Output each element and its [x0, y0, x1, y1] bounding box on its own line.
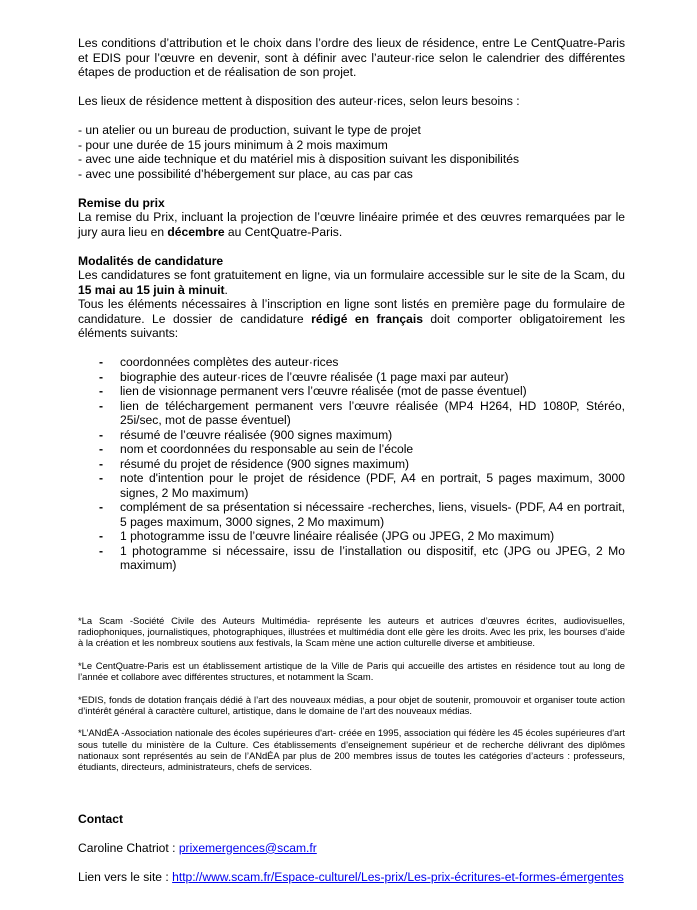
- contact-site-label: Lien vers le site :: [78, 869, 173, 884]
- list-item: [78, 529, 625, 544]
- list-item: [78, 428, 625, 443]
- contact-person-name: Caroline Chatriot :: [78, 840, 179, 855]
- bullet-dash: -: [99, 384, 104, 398]
- list-item: [78, 457, 625, 472]
- section-heading-modalites: Modalités de candidature: [78, 253, 224, 268]
- list-item-text: coordonnées complètes des auteur·rices: [120, 355, 339, 369]
- document-page: [78, 36, 625, 884]
- modalites-paragraph-dossier: [78, 297, 625, 341]
- list-item-text: lien de visionnage permanent vers l’œuvre réalisée (mot de passe éventuel): [120, 384, 527, 398]
- footnote-andea: *L’ANdÉA -Association nationale des écoles supérieures d'art- créée en 1995, association qui fédère les 45 écoles supérieures d'art sous tutelle du ministère de la Culture. Ces établissements d’enseignement supérieur et de recherche délivrant des diplômes nationaux sont représentés au sein de l’ANdÉA par plus de 200 membres issus de toutes les catégories d’acteurs : professeurs, étudiants, directeurs, administrateurs, chefs de services.: [78, 727, 625, 773]
- bullet-dash: -: [99, 369, 104, 384]
- remise-text-end: au CentQuatre-Paris.: [224, 224, 343, 239]
- bullet-dash: -: [99, 500, 104, 514]
- contact-person: [78, 841, 625, 856]
- list-item: - un atelier ou un bureau de production, suivant le type de projet: [78, 123, 421, 137]
- modalites-dossier-text-end: doit comporter obligatoirement les éléments suivants:: [78, 311, 626, 340]
- modalites-dossier-text: Tous les éléments nécessaires à l’inscription en ligne sont listés en première page du formulaire de candidature. Le dossier de candidature: [78, 297, 625, 326]
- bullet-dash: -: [99, 529, 104, 543]
- list-item: - pour une durée de 15 jours minimum à 2 mois maximum: [78, 137, 388, 152]
- modalites-text-end: .: [224, 282, 228, 297]
- remise-text: La remise du Prix, incluant la projection de l’œuvre linéaire primée et des œuvres remarquées par le jury aura lieu en: [78, 210, 625, 239]
- list-item: [78, 370, 625, 385]
- list-item-text: nom et coordonnées du responsable au sein de l’école: [120, 442, 414, 456]
- bullet-dash: -: [99, 471, 104, 485]
- section-heading-remise: Remise du prix: [78, 195, 165, 210]
- list-item: [78, 544, 625, 573]
- residence-offer-list: [78, 123, 625, 181]
- modalites-dates: 15 mai au 15 juin à minuit: [78, 282, 225, 297]
- section-heading-contact: Contact: [78, 811, 124, 826]
- contact-site: [78, 870, 625, 885]
- list-item-text: résumé du projet de résidence (900 signes maximum): [120, 456, 410, 471]
- bullet-dash: -: [99, 427, 104, 442]
- footnote-scam: *La Scam -Société Civile des Auteurs Multimédia- représente les auteurs et autrices d’œuvres écrites, audiovisuelles, radiophoniques, journalistiques, photographiques, illustrées et multimédia dont elle gère les droits. Avec les prix, les bourses d’aide à la création et les nombreux soutiens aux festivals, la Scam mène une action culturelle diverse et ambitieuse.: [78, 614, 625, 649]
- bullet-dash: -: [99, 543, 104, 558]
- list-item: [78, 471, 625, 500]
- list-item-text: 1 photogramme si nécessaire, issu de l’installation ou dispositif, etc (JPG ou JPEG, 2 Mo maximum): [120, 543, 625, 572]
- intro-paragraph-conditions: Les conditions d’attribution et le choix dans l’ordre des lieux de résidence, entre Le CentQuatre-Paris et EDIS pour l’œuvre en devenir, sont à définir avec l’auteur·rice selon le calendrier des différentes étapes de production et de réalisation de son projet.: [78, 36, 625, 79]
- remise-paragraph: [78, 210, 625, 239]
- list-item-text: biographie des auteur·rices de l’œuvre réalisée (1 page maxi par auteur): [120, 369, 509, 384]
- list-item: [78, 384, 625, 399]
- list-item: [78, 399, 625, 428]
- footnote-centquatre: *Le CentQuatre-Paris est un établissement artistique de la Ville de Paris qui accueille des artistes en résidence tout au long de l’année et collabore avec différentes structures, et notamment la Scam.: [78, 659, 625, 682]
- intro-paragraph-lieux: Les lieux de résidence mettent à disposition des auteur·rices, selon leurs besoins :: [78, 94, 520, 108]
- list-item: [78, 442, 625, 457]
- list-item: - avec une possibilité d’hébergement sur place, au cas par cas: [78, 166, 413, 181]
- bullet-dash: -: [99, 456, 104, 471]
- modalites-text: Les candidatures se font gratuitement en ligne, via un formulaire accessible sur le site de la Scam, du: [78, 268, 625, 282]
- list-item-text: 1 photogramme issu de l’œuvre linéaire réalisée (JPG ou JPEG, 2 Mo maximum): [120, 529, 555, 543]
- bullet-dash: -: [99, 442, 104, 456]
- contact-site-link[interactable]: http://www.scam.fr/Espace-culturel/Les-prix/Les-prix-écritures-et-formes-émergentes: [172, 869, 624, 884]
- bullet-dash: -: [99, 355, 104, 369]
- list-item: - avec une aide technique et du matériel mis à disposition suivant les disponibilités: [78, 152, 519, 166]
- contact-email-link[interactable]: prixemergences@scam.fr: [178, 840, 317, 855]
- list-item-text: note d'intention pour le projet de résidence (PDF, A4 en portrait, 5 pages maximum, 3000 signes, 2 Mo maximum): [120, 471, 625, 500]
- remise-month: décembre: [167, 224, 225, 239]
- bullet-dash: -: [99, 398, 104, 413]
- list-item: [78, 500, 625, 529]
- list-item-text: résumé de l’œuvre réalisée (900 signes maximum): [120, 427, 393, 442]
- list-item-text: lien de téléchargement permanent vers l’œuvre réalisée (MP4 H264, HD 1080P, Stéréo, 25i/sec, mot de passe éventuel): [120, 398, 625, 427]
- modalites-language: rédigé en français: [311, 311, 423, 326]
- modalites-paragraph-dates: [78, 268, 625, 297]
- list-item-text: complément de sa présentation si nécessaire -recherches, liens, visuels- (PDF, A4 en portrait, 5 pages maximum, 3000 signes, 2 Mo maximum): [120, 500, 625, 529]
- footnote-edis: *EDIS, fonds de dotation français dédié à l’art des nouveaux médias, a pour objet de soutenir, promouvoir et organiser toute action d’intérêt général à caractère culturel, artistique, dans le domaine de l’art des nouveaux médias.: [78, 693, 625, 716]
- list-item: [78, 355, 625, 370]
- dossier-requirements-list: [78, 355, 625, 573]
